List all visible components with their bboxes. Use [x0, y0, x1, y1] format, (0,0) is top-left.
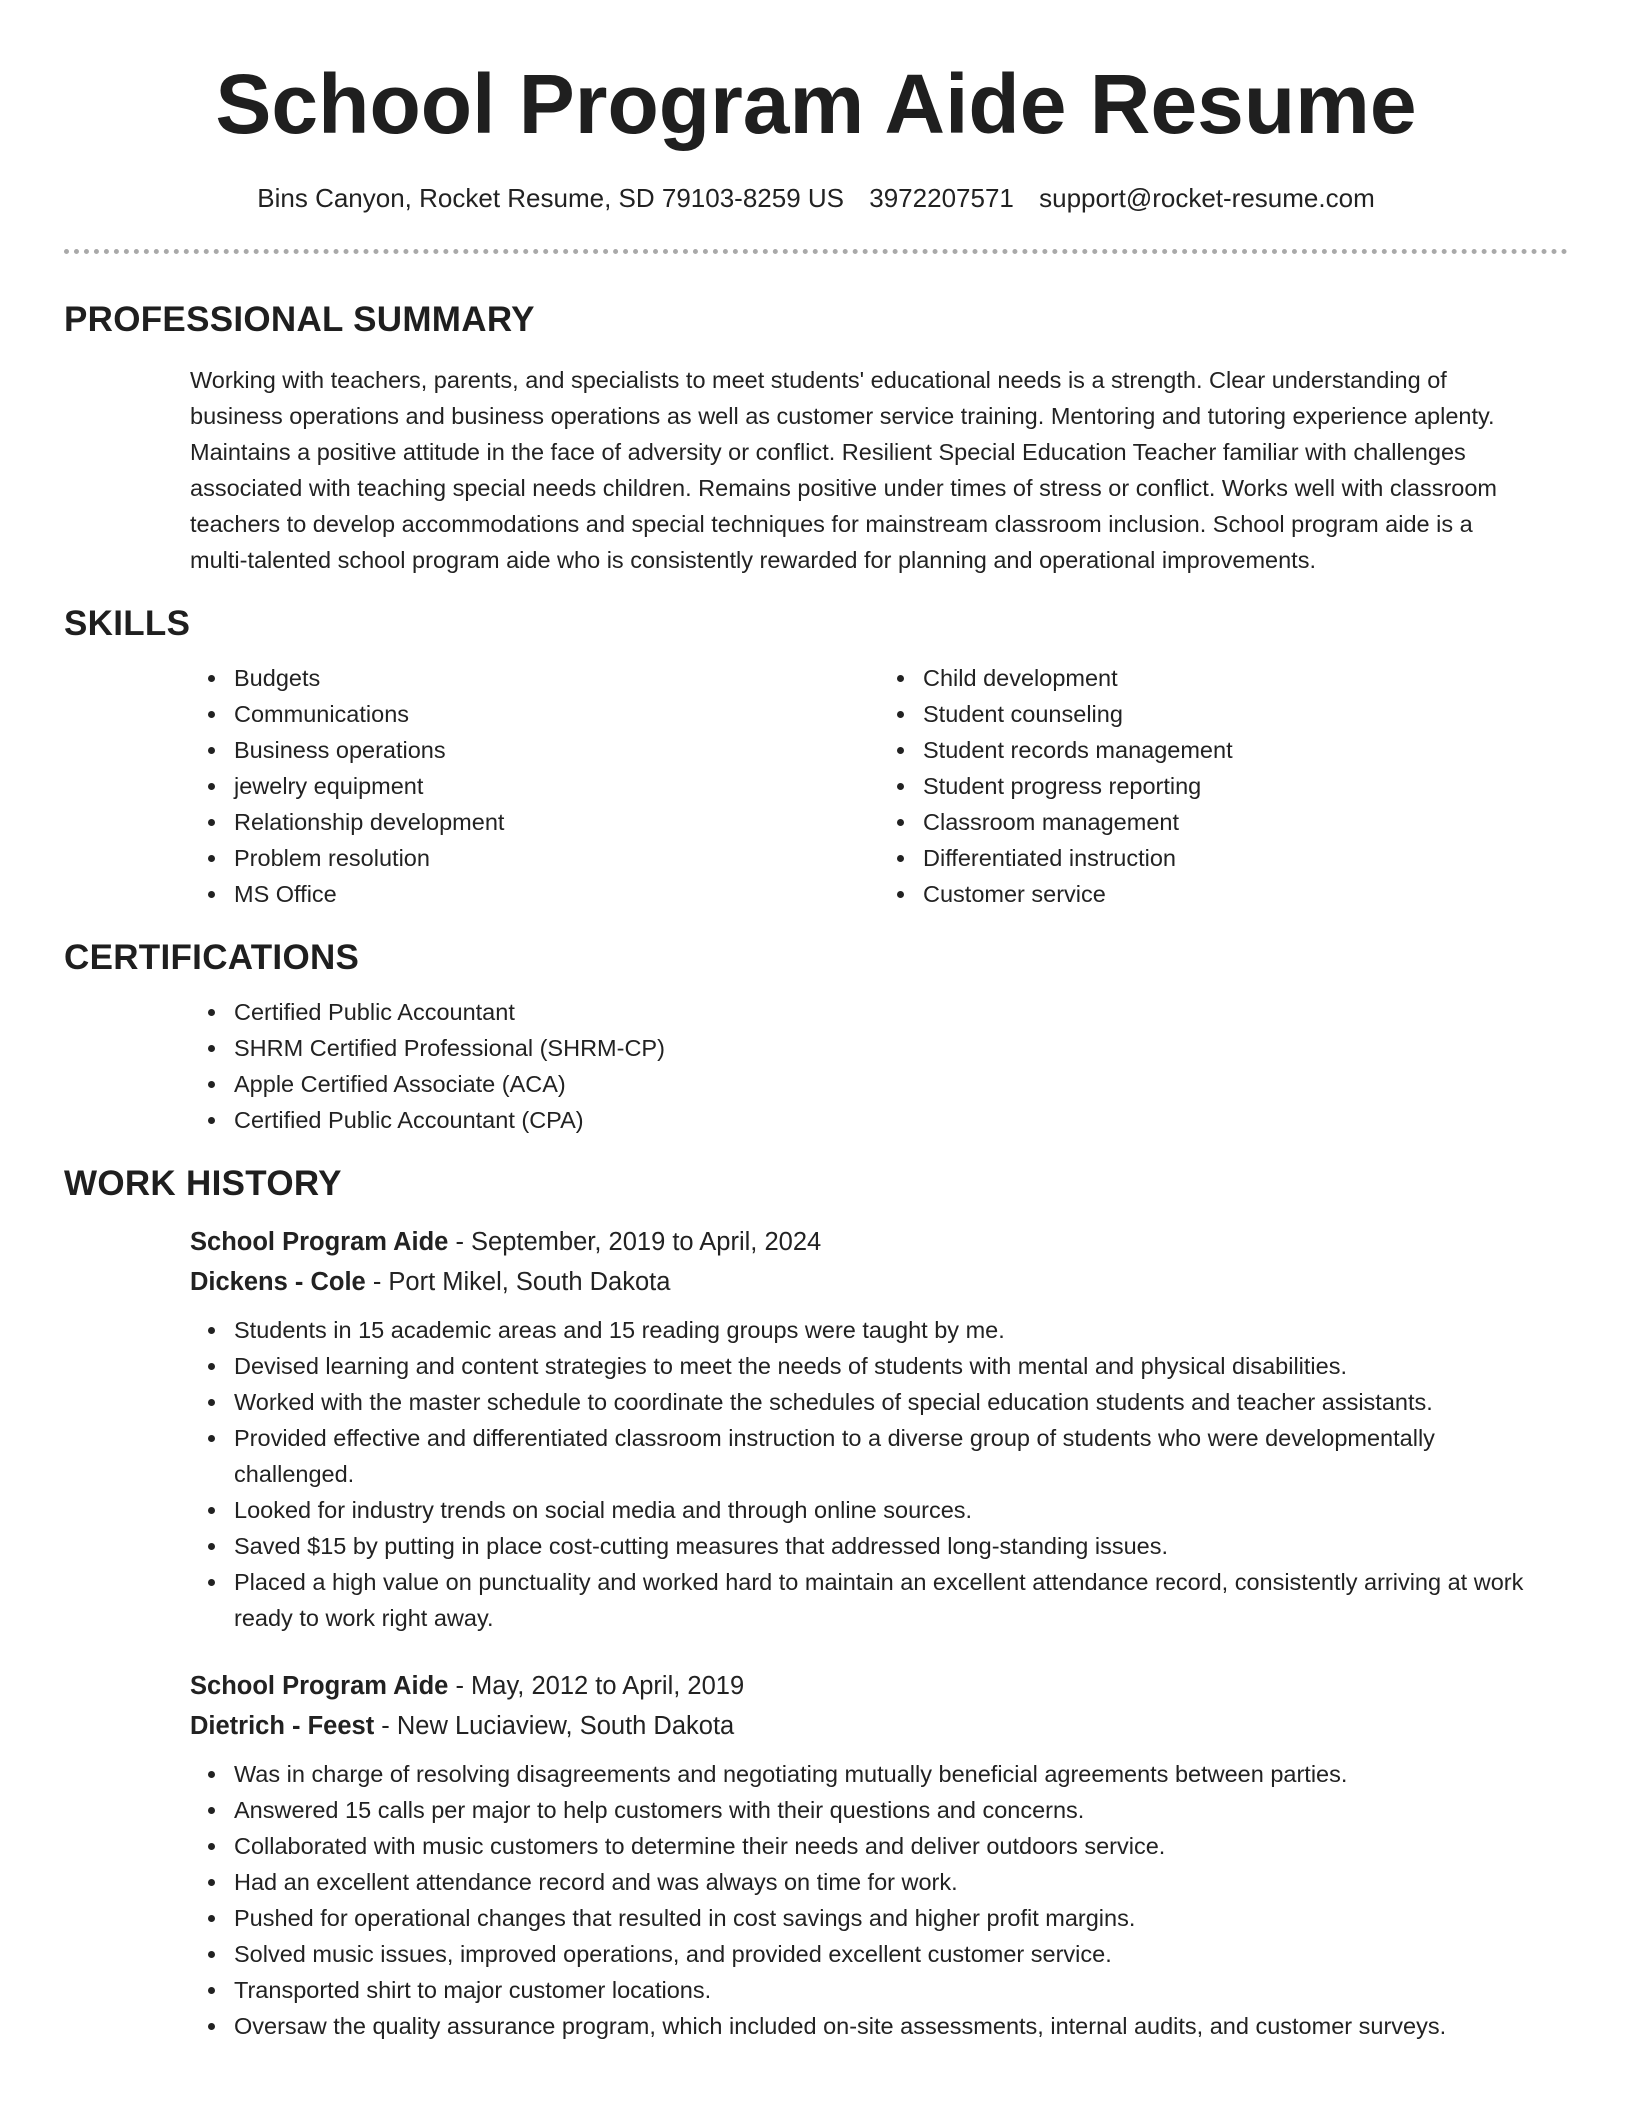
job-bullet: Saved $15 by putting in place cost-cutting measures that addressed long-standing issues. [234, 1528, 1548, 1564]
skills-heading: SKILLS [64, 604, 191, 643]
job-bullet: Collaborated with music customers to determine their needs and deliver outdoors service. [234, 1828, 1548, 1864]
work-history-section [64, 1160, 1568, 2044]
skills-list-left [190, 660, 879, 912]
skill-item: Student records management [923, 732, 1568, 768]
job-title-line [190, 1222, 1568, 1262]
skill-item: Student counseling [923, 696, 1568, 732]
skill-item: Problem resolution [234, 840, 879, 876]
certification-item: SHRM Certified Professional (SHRM-CP) [234, 1030, 1568, 1066]
skill-item: Child development [923, 660, 1568, 696]
job-bullet: Transported shirt to major customer locations. [234, 1972, 1548, 2008]
skill-item: Student progress reporting [923, 768, 1568, 804]
job-company-line [190, 1706, 1568, 1746]
job-role: School Program Aide [190, 1672, 449, 1700]
skill-item: MS Office [234, 876, 879, 912]
job-bullet: Worked with the master schedule to coordinate the schedules of special education students and teacher assistants. [234, 1384, 1548, 1420]
skill-item: Differentiated instruction [923, 840, 1568, 876]
job-entry [190, 1222, 1568, 1636]
job-bullet: Provided effective and differentiated classroom instruction to a diverse group of students who were developmentally challenged. [234, 1420, 1548, 1492]
job-bullets [190, 1756, 1568, 2044]
certification-item: Certified Public Accountant (CPA) [234, 1102, 1568, 1138]
skill-item: Customer service [923, 876, 1568, 912]
certification-item: Certified Public Accountant [234, 994, 1568, 1030]
contact-line [0, 180, 1632, 216]
skill-item: Budgets [234, 660, 879, 696]
contact-email: support@rocket-resume.com [1039, 183, 1375, 213]
contact-phone: 3972207571 [869, 183, 1014, 213]
contact-address: Bins Canyon, Rocket Resume, SD 79103-8259 US [257, 183, 845, 213]
certifications-list [190, 994, 1568, 1138]
resume-content [64, 296, 1568, 2044]
certification-item: Apple Certified Associate (ACA) [234, 1066, 1568, 1102]
skills-grid [190, 660, 1568, 912]
skill-item: Relationship development [234, 804, 879, 840]
skills-list-right [879, 660, 1568, 912]
skills-section [64, 600, 1568, 912]
skill-item: Business operations [234, 732, 879, 768]
job-bullet: Was in charge of resolving disagreements and negotiating mutually beneficial agreements between parties. [234, 1756, 1548, 1792]
resume-title: School Program Aide Resume [215, 57, 1417, 151]
job-bullet: Oversaw the quality assurance program, which included on-site assessments, internal audits, and customer surveys. [234, 2008, 1548, 2044]
job-bullets [190, 1312, 1568, 1636]
job-company: Dietrich - Feest [190, 1712, 375, 1740]
certifications-body [190, 994, 1568, 1138]
job-dates: - May, 2012 to April, 2019 [448, 1672, 745, 1700]
summary-text: Working with teachers, parents, and specialists to meet students' educational needs is a strength. Clear understanding of business operations and business operations as well as customer service training. Mentoring and tutoring experience aplenty. Maintains a positive attitude in the face of adversity or conflict. Resilient Special Education Teacher familiar with challenges associated with teaching special needs children. Remains positive under times of stress or conflict. Works well with classroom teachers to develop accommodations and special techniques for mainstream classroom inclusion. School program aide is a multi-talented school program aide who is consistently rewarded for planning and operational improvements. [190, 367, 1497, 573]
job-bullet: Solved music issues, improved operations, and provided excellent customer service. [234, 1936, 1548, 1972]
job-location: - New Luciaview, South Dakota [374, 1712, 735, 1740]
job-dates: - September, 2019 to April, 2024 [448, 1228, 822, 1256]
skills-body [190, 660, 1568, 912]
job-bullet: Had an excellent attendance record and was always on time for work. [234, 1864, 1548, 1900]
job-bullet: Answered 15 calls per major to help customers with their questions and concerns. [234, 1792, 1548, 1828]
work-history-body [190, 1222, 1568, 2044]
work-history-heading: WORK HISTORY [64, 1164, 342, 1203]
job-title-line [190, 1666, 1568, 1706]
certifications-section [64, 934, 1568, 1138]
job-company-line [190, 1262, 1568, 1302]
certifications-heading: CERTIFICATIONS [64, 938, 360, 977]
skill-item: jewelry equipment [234, 768, 879, 804]
skill-item: Communications [234, 696, 879, 732]
job-bullet: Looked for industry trends on social media and through online sources. [234, 1492, 1548, 1528]
job-location: - Port Mikel, South Dakota [365, 1268, 671, 1296]
summary-heading: PROFESSIONAL SUMMARY [64, 300, 535, 339]
job-bullet: Devised learning and content strategies to meet the needs of students with mental and physical disabilities. [234, 1348, 1548, 1384]
job-bullet: Pushed for operational changes that resulted in cost savings and higher profit margins. [234, 1900, 1548, 1936]
job-bullet: Students in 15 academic areas and 15 reading groups were taught by me. [234, 1312, 1548, 1348]
header-divider [64, 249, 1568, 254]
job-bullet: Placed a high value on punctuality and worked hard to maintain an excellent attendance record, consistently arriving at work ready to work right away. [234, 1564, 1548, 1636]
job-role: School Program Aide [190, 1228, 449, 1256]
job-company: Dickens - Cole [190, 1268, 366, 1296]
summary-section [64, 296, 1568, 578]
summary-body [190, 362, 1568, 578]
job-entry [190, 1666, 1568, 2044]
skill-item: Classroom management [923, 804, 1568, 840]
